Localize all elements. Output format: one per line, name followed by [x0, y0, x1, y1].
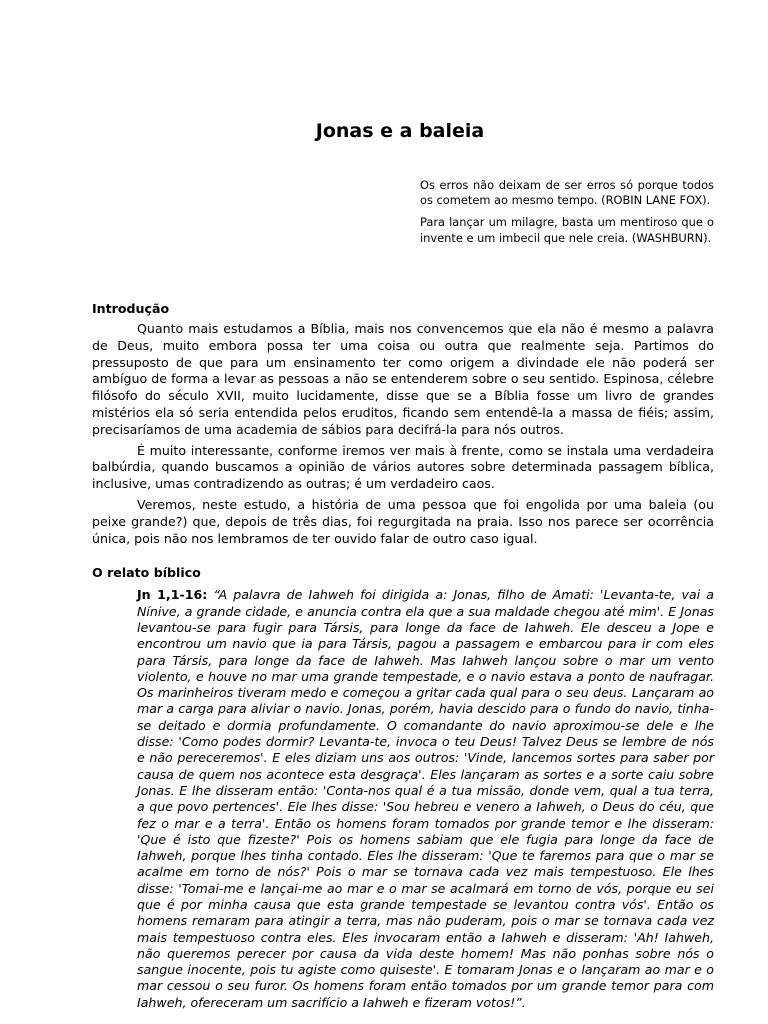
- epigraph-block: [420, 178, 714, 253]
- section-heading-relato-biblico: O relato bíblico: [92, 565, 201, 581]
- epigraph-2: Para lançar um milagre, basta um mentiroso que o invente e um imbecil que nele creia. (WASHBURN).: [420, 215, 714, 245]
- citation-quote: “A palavra de Iahweh foi dirigida a: Jonas, filho de Amati: 'Levanta-te, vai a Nínive, a grande cidade, e anuncia contra ela que a sua maldade chegou até mim'. E Jonas levantou-se para fugir para Társis, para longe da face de Iahweh. Ele desceu a Jope e encontrou um navio que ia para Társis, pagou a passagem e embarcou para ir com eles para Társis, para longe da face de Iahweh. Mas Iahweh lançou sobre o mar um vento violento, e houve no mar uma grande tempestade, e o navio estava a ponto de naufragar. Os marinheiros tiveram medo e começou a gritar cada qual para o seu deus. Lançaram ao mar a carga para aliviar o navio. Jonas, porém, havia descido para o fundo do navio, tinha-se deitado e dormia profundamente. O comandante do navio aproximou-se dele e lhe disse: 'Como podes dormir? Levanta-te, invoca o teu Deus! Talvez Deus se lembre de nós e não pereceremos'. E eles diziam uns aos outros: 'Vinde, lancemos sortes para saber por causa de quem nos acontece esta desgraça'. Eles lançaram as sortes e a sorte caiu sobre Jonas. E lhe disseram então: 'Conta-nos qual é a tua missão, donde vem, qual a tua terra, a que povo pertences'. Ele lhes disse: 'Sou hebreu e venero a Iahweh, o Deus do céu, que fez o mar e a terra'. Então os homens foram tomados por grande temor e lhe disseram: 'Que é isto que fizeste?' Pois os homens sabiam que ele fugia para longe da face de Iahweh, porque lhes tinha contado. Eles lhe disseram: 'Que te faremos para que o mar se acalme em torno de nós?' Pois o mar se tornava cada vez mais tempestuoso. Ele lhes disse: 'Tomai-me e lançai-me ao mar e o mar se acalmará em torno de vós, porque eu sei que é por minha causa que esta grande tempestade se levantou contra vós'. Então os homens remaram para atingir a terra, mas não puderam, pois o mar se tornava cada vez mais tempestuoso contra eles. Eles invocaram então a Iahweh e disseram: 'Ah! Iahweh, não queremos perecer por causa da vida deste homem! Mas não ponhas sobre nós o sangue inocente, pois tu agiste como quiseste'. E tomaram Jonas e o lançaram ao mar e o mar cessou o seu furor. Os homens foram então tomados por um grande temor para com Iahweh, ofereceram um sacrifício a Iahweh e fizeram votos!”.: [137, 587, 714, 1010]
- section-spacer: [92, 551, 714, 565]
- bible-citation: [137, 587, 714, 1011]
- paragraph: Quanto mais estudamos a Bíblia, mais nos convencemos que ela não é mesmo a palavra de Deus, muito embora possa ter uma coisa ou outra que realmente seja. Partimos do pressuposto de que para um ensinamento ter como origem a divindade ele não poderá ser ambíguo de forma a levar as pessoas a não se entenderem sobre o seu sentido. Espinosa, célebre filósofo do século XVII, muito lucidamente, disse que se a Bíblia fosse um livro de grandes mistérios ela só seria entendida pelos eruditos, ficando sem entendê-la a massa de fiéis; assim, precisaríamos de uma academia de sábios para decifrá-la para nós outros.: [92, 321, 714, 437]
- epigraph-1: Os erros não deixam de ser erros só porque todos os cometem ao mesmo tempo. (ROBIN LANE FOX).: [420, 178, 714, 208]
- section-heading-introducao: Introdução: [92, 301, 170, 316]
- paragraph: É muito interessante, conforme iremos ver mais à frente, como se instala uma verdadeira balbúrdia, quando buscamos a opinião de vários autores sobre determinada passagem bíblica, inclusive, umas contradizendo as outras; é um verdadeiro caos.: [92, 442, 714, 492]
- citation-reference: Jn 1,1-16:: [137, 587, 208, 603]
- document-body: [92, 301, 714, 1011]
- paragraph: Veremos, neste estudo, a história de uma pessoa que foi engolida por uma baleia (ou peixe grande?) que, depois de três dias, foi regurgitada na praia. Isso nos parece ser ocorrência única, pois não nos lembramos de ter ouvido falar de outro caso igual.: [92, 496, 714, 546]
- page-title: Jonas e a baleia: [315, 120, 485, 142]
